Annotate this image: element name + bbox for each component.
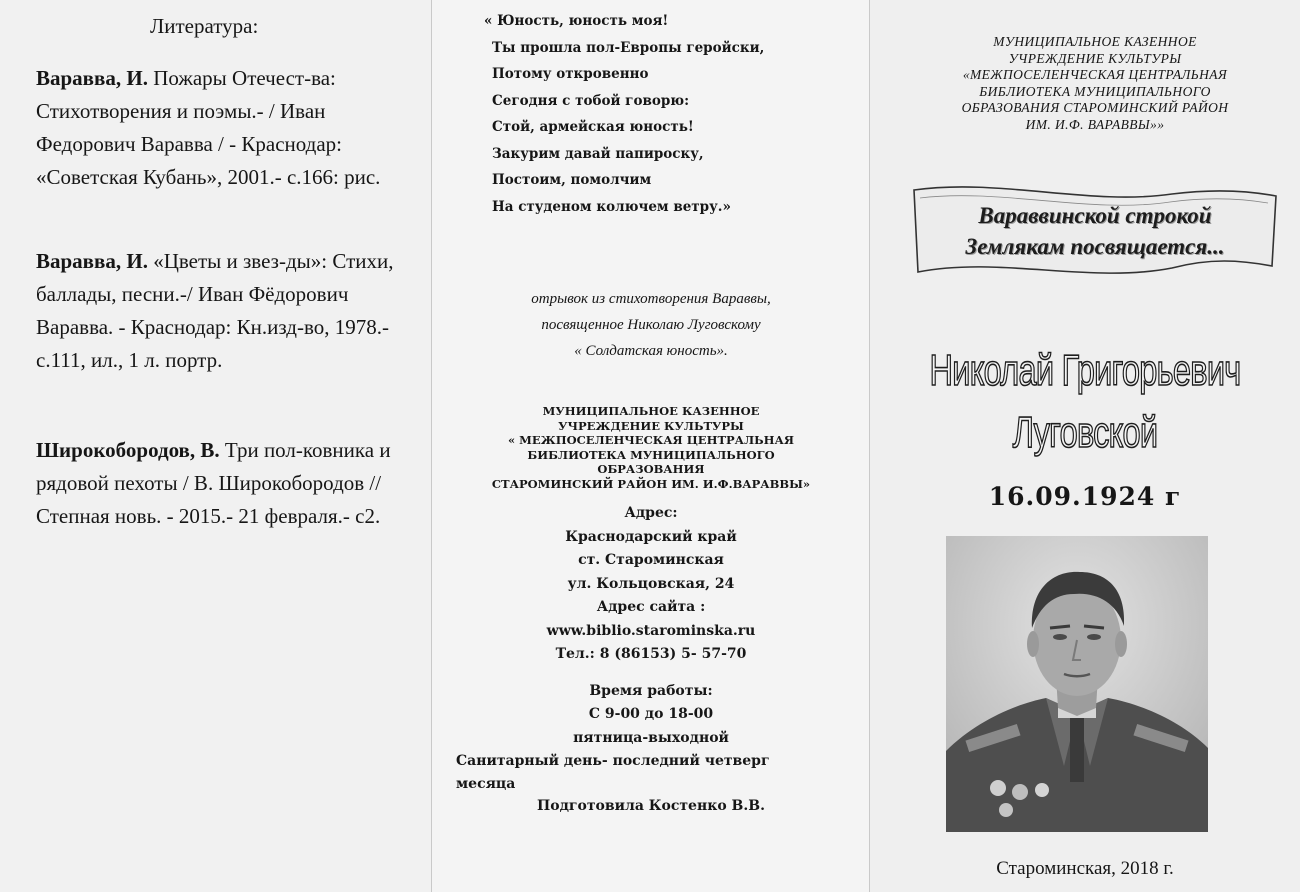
poem-line: Потому откровенно bbox=[492, 66, 649, 82]
cover-org-line: МУНИЦИПАЛЬНОЕ КАЗЕННОЕ bbox=[993, 34, 1197, 49]
entry-text: Три пол-ковника и рядовой пехоты / В. Широкобородов // Степная новь. - 2015.- 21 февраля.- с2. bbox=[36, 438, 391, 528]
library-name-line: МУНИЦИПАЛЬНОЕ КАЗЕННОЕ bbox=[542, 404, 760, 418]
entry-text: Пожары Отечест-ва: Стихотворения и поэмы.- / Иван Федорович Варавва / - Краснодар: «Советская Кубань», 2001.- с.166: рис. bbox=[36, 66, 381, 189]
phone-number: Тел.: 8 (86153) 5- 57-70 bbox=[555, 646, 747, 662]
hero-surname: Луговской bbox=[1012, 408, 1158, 457]
place-year: Староминская, 2018 г. bbox=[996, 858, 1174, 879]
site-label: Адрес сайта : bbox=[596, 599, 706, 615]
contact-block bbox=[432, 502, 870, 750]
entry-author: Широкобородов, В. bbox=[36, 438, 220, 462]
address-street: ул. Кольцовская, 24 bbox=[567, 575, 735, 592]
prepared-by: Подготовила Костенко В.В. bbox=[537, 798, 765, 814]
bibliography-entry bbox=[36, 62, 408, 194]
cover-org-line: «МЕЖПОСЕЛЕНЧЕСКАЯ ЦЕНТРАЛЬНАЯ bbox=[962, 67, 1228, 82]
poem-line: « Юность, юность моя! bbox=[484, 13, 669, 29]
poem-line: Постоим, помолчим bbox=[492, 172, 652, 188]
site-url[interactable]: www.biblio.starominska.ru bbox=[546, 622, 756, 639]
literature-panel bbox=[0, 0, 432, 892]
poem-source-note bbox=[432, 286, 870, 364]
hours-label: Время работы: bbox=[589, 682, 713, 699]
day-off: пятница-выходной bbox=[573, 729, 729, 746]
poem-line: Стой, армейская юность! bbox=[492, 119, 694, 135]
library-name-line: ОБРАЗОВАНИЯ bbox=[597, 462, 705, 476]
library-name-line: УЧРЕЖДЕНИЕ КУЛЬТУРЫ bbox=[558, 418, 744, 433]
banner-line: Вараввинской строкой bbox=[978, 203, 1212, 228]
birth-date: 16.09.1924 г bbox=[988, 482, 1182, 511]
cover-org-line: УЧРЕЖДЕНИЕ КУЛЬТУРЫ bbox=[1008, 50, 1182, 66]
banner-line: Землякам посвящается... bbox=[965, 234, 1225, 259]
working-hours: С 9-00 до 18-00 bbox=[588, 706, 714, 722]
note-line: « Солдатская юность». bbox=[574, 343, 728, 359]
poem-line: Сегодня с тобой говорю: bbox=[492, 92, 690, 109]
poem-line: Ты прошла пол-Европы геройски, bbox=[492, 39, 765, 56]
bibliography-entry bbox=[36, 434, 408, 533]
bibliography-entry bbox=[36, 245, 408, 377]
cover-org-line: БИБЛИОТЕКА МУНИЦИПАЛЬНОГО bbox=[979, 83, 1211, 99]
title-banner bbox=[910, 184, 1280, 280]
entry-author: Варавва, И. bbox=[36, 66, 148, 90]
library-name-line: БИБЛИОТЕКА МУНИЦИПАЛЬНОГО bbox=[527, 447, 775, 462]
contacts-panel bbox=[432, 0, 870, 892]
poem-line: На студеном колючем ветру.» bbox=[492, 198, 731, 215]
cover-org-line: ОБРАЗОВАНИЯ СТАРОМИНСКИЙ РАЙОН bbox=[961, 100, 1229, 115]
entry-text: «Цветы и звез-ды»: Стихи, баллады, песни.-/ Иван Фёдорович Варавва. - Краснодар: Кн.изд-во, 1978.- с.111, ил., 1 л. портр. bbox=[36, 249, 394, 372]
banner-text bbox=[910, 200, 1280, 262]
address-region: Краснодарский край bbox=[565, 528, 737, 545]
address-village: ст. Староминская bbox=[578, 552, 724, 568]
portrait-illustration bbox=[946, 536, 1208, 832]
library-name-line: СТАРОМИНСКИЙ РАЙОН ИМ. И.Ф.ВАРАВВЫ» bbox=[491, 476, 811, 491]
cover-panel bbox=[870, 0, 1300, 892]
note-line: отрывок из стихотворения Вараввы, bbox=[531, 291, 771, 307]
library-name-line: « МЕЖПОСЕЛЕНЧЕСКАЯ ЦЕНТРАЛЬНАЯ bbox=[507, 433, 795, 447]
poem-excerpt bbox=[484, 8, 764, 220]
address-label: Адрес: bbox=[624, 505, 678, 521]
entry-author: Варавва, И. bbox=[36, 249, 148, 273]
hero-first-names: Николай Григорьевич bbox=[929, 346, 1241, 395]
library-name bbox=[432, 404, 870, 491]
sanitary-day: Санитарный день- последний четверг месяца bbox=[456, 753, 770, 792]
cover-library-name bbox=[900, 34, 1290, 133]
cover-org-line: ИМ. И.Ф. ВАРАВВЫ»» bbox=[1025, 116, 1165, 132]
note-line: посвященное Николаю Луговскому bbox=[541, 317, 761, 333]
poem-line: Закурим давай папироску, bbox=[492, 145, 704, 162]
literature-heading: Литература: bbox=[150, 14, 259, 38]
portrait-photo bbox=[946, 536, 1208, 832]
